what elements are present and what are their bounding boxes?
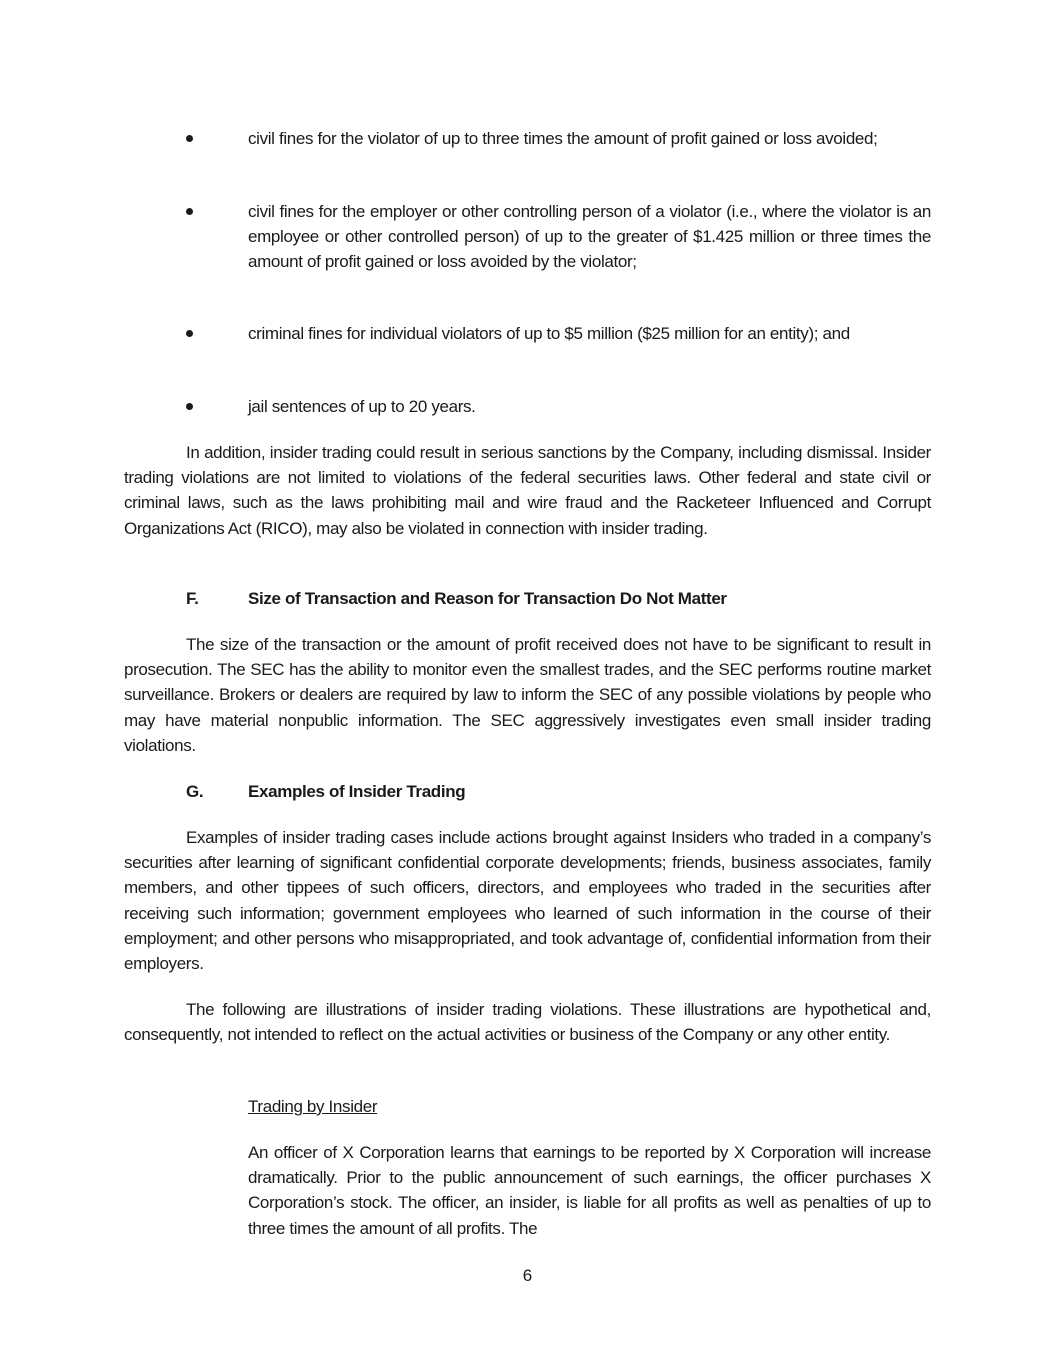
paragraph-size [124, 632, 931, 758]
section-title: Examples of Insider Trading [248, 782, 466, 801]
section-title: Size of Transaction and Reason for Transaction Do Not Matter [248, 589, 727, 608]
section-label: F. [186, 589, 199, 608]
paragraph-text: The following are illustrations of insider trading violations. These illustrations are hypothetical and, consequently, not intended to reflect on the actual activities or business of the Company or any other entity. [124, 1000, 931, 1045]
subheading-trading-by-insider: Trading by Insider [248, 1097, 378, 1116]
bullet-icon [186, 208, 193, 215]
paragraph-trading-by-insider: An officer of X Corporation learns that earnings to be reported by X Corporation will increase dramatically. Prior to the public announcement of such earnings, the officer purchases X Corporation’s stock. The officer, an insider, is liable for all profits as well as penalties of up to three times the amount of all profits. The [248, 1143, 931, 1238]
paragraph-text: In addition, insider trading could result in serious sanctions by the Company, including dismissal. Insider trading violations are not limited to violations of the federal securities laws. Other federal and state civil or criminal laws, such as the laws prohibiting mail and wire fraud and the Racketeer Influenced and Corrupt Organizations Act (RICO), may also be violated in connection with insider trading. [124, 443, 931, 538]
bullet-icon [186, 135, 193, 142]
bullet-icon [186, 330, 193, 337]
bullet-icon [186, 403, 193, 410]
paragraph-illustrations [124, 997, 931, 1047]
paragraph-text: Examples of insider trading cases include actions brought against Insiders who traded in a company’s securities after learning of significant confidential corporate developments; friends, business associates, family members, and other tippees of such officers, directors, and employees who traded in the securities after receiving such information; government employees who learned of such information in the course of their employment; and other persons who misappropriated, and took advantage of, confidential information from their employers. [124, 828, 931, 974]
bullet-text: criminal fines for individual violators of up to $5 million ($25 million for an entity); and [248, 324, 850, 343]
section-label: G. [186, 782, 204, 801]
page-number: 6 [522, 1266, 533, 1285]
paragraph-examples [124, 825, 931, 976]
bullet-text: civil fines for the violator of up to three times the amount of profit gained or loss avoided; [248, 129, 878, 148]
bullet-text: civil fines for the employer or other controlling person of a violator (i.e., where the violator is an employee or other controlled person) of up to the greater of $1.425 million or three times the amount of profit gained or loss avoided by the violator; [248, 202, 931, 272]
bullet-text: jail sentences of up to 20 years. [248, 397, 476, 416]
paragraph-sanctions [124, 440, 931, 541]
paragraph-text: The size of the transaction or the amount of profit received does not have to be significant to result in prosecution. The SEC has the ability to monitor even the smallest trades, and the SEC performs routine market surveillance. Brokers or dealers are required by law to inform the SEC of any possible violations by people who may have material nonpublic information. The SEC aggressively investigates even small insider trading violations. [124, 635, 931, 755]
